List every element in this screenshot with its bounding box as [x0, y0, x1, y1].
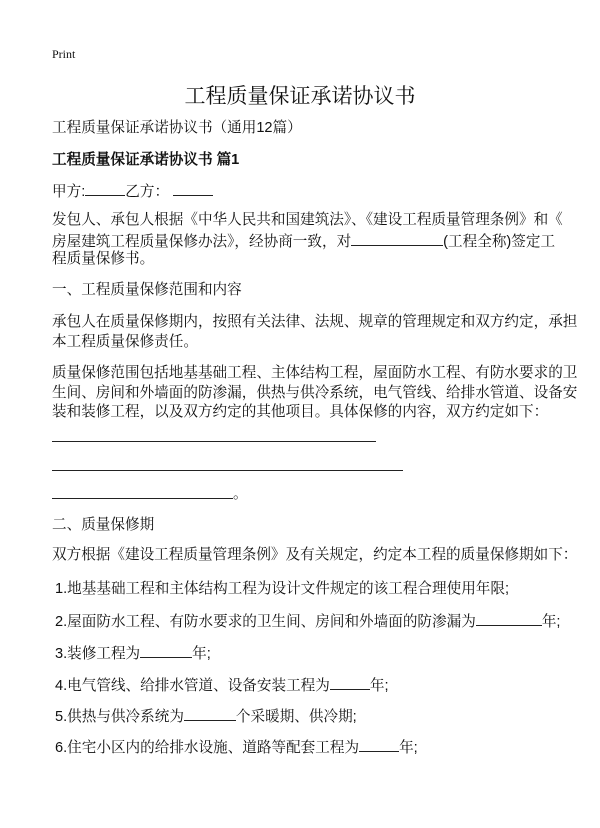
project-name-blank: [351, 231, 443, 246]
item-4-blank: [330, 675, 370, 690]
para2-line1: 承包人在质量保修期内，按照有关法律、法规、规章的管理规定和双方约定，承担: [52, 314, 578, 330]
print-link[interactable]: Print: [52, 47, 76, 61]
section-heading: 工程质量保证承诺协议书 篇1: [52, 152, 240, 168]
heading-1: 一、工程质量保修范围和内容: [52, 282, 242, 298]
para3-line3: 装和装修工程，以及双方约定的其他项目。具体保修的内容，双方约定如下：: [52, 404, 549, 420]
item-2-blank: [476, 611, 542, 626]
para2-line2: 本工程质量保修责任。: [52, 334, 198, 350]
parties-line: [52, 181, 213, 202]
item-3-text: 3.装修工程为: [55, 646, 141, 662]
para1-line1: 发包人、承包人根据《中华人民共和国建筑法》、《建设工程质量管理条例》和《: [52, 212, 563, 228]
item-5: [55, 706, 357, 727]
item-6-text: 6.住宅小区内的给排水设施、道路等配套工程为: [55, 740, 360, 756]
blank-end-mark: 。: [233, 486, 248, 502]
party-b-blank: [173, 181, 213, 196]
item-5-blank: [184, 706, 236, 721]
item-2-unit: 年;: [541, 614, 561, 630]
item-5-unit: 个采暖期、供冷期;: [235, 709, 357, 725]
item-5-text: 5.供热与供冷系统为: [55, 709, 184, 725]
document-title: 工程质量保证承诺协议书: [184, 85, 416, 108]
item-6: [55, 737, 418, 758]
item-3-blank: [140, 643, 192, 658]
item-2-text: 2.屋面防水工程、有防水要求的卫生间、房间和外墙面的防渗漏为: [55, 614, 476, 630]
item-3: [55, 643, 211, 664]
para1-line2: [52, 231, 555, 252]
para3-line2: 生间、房间和外墙面的防渗漏，供热与供冷系统，电气管线、给排水管道、设备安: [52, 385, 578, 401]
item-4: [55, 675, 389, 696]
item-4-text: 4.电气管线、给排水管道、设备安装工程为: [55, 678, 330, 694]
item-4-unit: 年;: [369, 678, 389, 694]
blank-line-2: [52, 470, 403, 471]
item-3-unit: 年;: [192, 646, 211, 662]
para4: 双方根据《建设工程质量管理条例》及有关规定，约定本工程的质量保修期如下：: [52, 547, 578, 563]
para3-line1: 质量保修范围包括地基基础工程、主体结构工程，屋面防水工程、有防水要求的卫: [52, 365, 578, 381]
para1-line3: 程质量保修书。: [52, 251, 155, 267]
heading-2: 二、质量保修期: [52, 517, 155, 533]
party-a-label: 甲方:: [52, 184, 86, 200]
party-b-label: 乙方：: [125, 184, 170, 200]
item-1: [55, 580, 509, 599]
blank-line-3: [52, 498, 233, 499]
blank-line-1: [52, 441, 376, 442]
item-6-blank: [359, 737, 399, 752]
item-1-text: 1.地基基础工程和主体结构工程为设计文件规定的该工程合理使用年限;: [55, 581, 510, 597]
party-a-blank: [85, 181, 125, 196]
subtitle: 工程质量保证承诺协议书（通用12篇）: [52, 120, 302, 136]
item-6-unit: 年;: [399, 740, 418, 756]
item-2: [55, 611, 560, 632]
para1-line2-a: 房屋建筑工程质量保修办法》，经协商一致，对: [52, 234, 352, 250]
para1-line2-b: (工程全称)签定工: [443, 234, 556, 250]
